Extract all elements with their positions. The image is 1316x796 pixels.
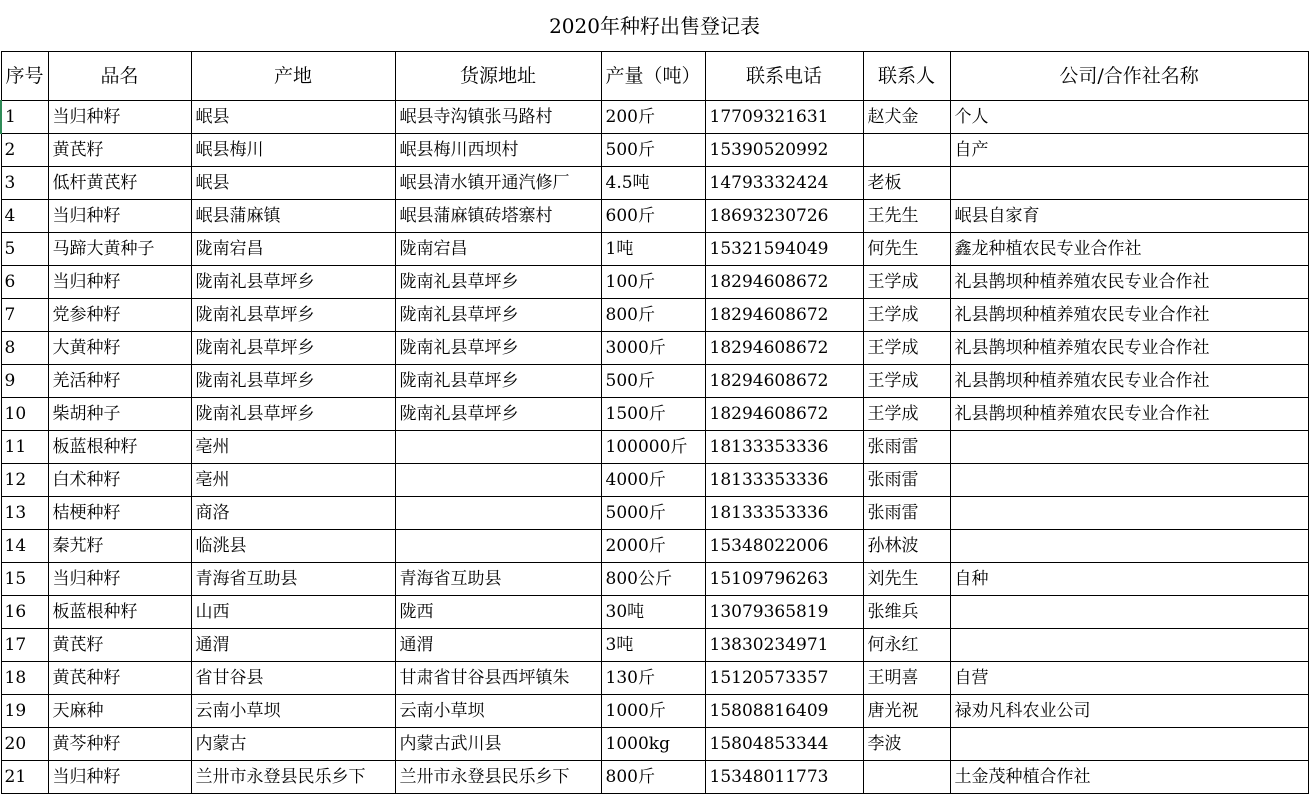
cell-origin[interactable]: 岷县 [191,167,395,200]
header-contact[interactable]: 联系人 [863,52,950,101]
cell-quantity[interactable]: 100斤 [601,266,705,299]
cell-source-address[interactable]: 岷县蒲麻镇砖塔寨村 [395,200,601,233]
cell-index[interactable]: 17 [1,629,48,662]
cell-source-address[interactable] [395,497,601,530]
cell-company[interactable]: 礼县鹊坝种植养殖农民专业合作社 [950,332,1308,365]
cell-quantity[interactable]: 1000斤 [601,695,705,728]
cell-origin[interactable]: 临洮县 [191,530,395,563]
header-phone[interactable]: 联系电话 [705,52,863,101]
cell-contact[interactable] [863,761,950,794]
cell-company[interactable]: 禄劝凡科农业公司 [950,695,1308,728]
header-index[interactable]: 序号 [1,52,48,101]
cell-origin[interactable]: 陇南礼县草坪乡 [191,299,395,332]
cell-company[interactable]: 个人 [950,101,1308,134]
table-row [1,464,1308,497]
cell-index[interactable]: 15 [1,563,48,596]
cell-index[interactable]: 20 [1,728,48,761]
cell-product[interactable]: 羌活种籽 [48,365,191,398]
cell-contact[interactable]: 何永红 [863,629,950,662]
table-row [1,497,1308,530]
cell-phone[interactable]: 15348011773 [705,761,863,794]
cell-phone[interactable]: 18133353336 [705,464,863,497]
cell-source-address[interactable]: 陇南礼县草坪乡 [395,266,601,299]
cell-quantity[interactable]: 130斤 [601,662,705,695]
cell-product[interactable]: 桔梗种籽 [48,497,191,530]
cell-phone[interactable]: 18693230726 [705,200,863,233]
table-row [1,365,1308,398]
cell-contact[interactable]: 张维兵 [863,596,950,629]
cell-source-address[interactable] [395,464,601,497]
cell-company[interactable]: 自种 [950,563,1308,596]
cell-source-address[interactable]: 甘肃省甘谷县西坪镇朱 [395,662,601,695]
cell-quantity[interactable]: 1000kg [601,728,705,761]
cell-quantity[interactable]: 1吨 [601,233,705,266]
cell-product[interactable]: 板蓝根种籽 [48,431,191,464]
cell-product[interactable]: 黄芩种籽 [48,728,191,761]
cell-source-address[interactable]: 陇南礼县草坪乡 [395,332,601,365]
cell-product[interactable]: 黄芪种籽 [48,662,191,695]
cell-phone[interactable]: 15390520992 [705,134,863,167]
cell-contact[interactable]: 孙林波 [863,530,950,563]
cell-origin[interactable]: 兰卅市永登县民乐乡下 [191,761,395,794]
cell-product[interactable]: 大黄种籽 [48,332,191,365]
cell-product[interactable]: 当归种籽 [48,101,191,134]
table-row [1,431,1308,464]
cell-contact[interactable]: 老板 [863,167,950,200]
cell-index[interactable]: 4 [1,200,48,233]
table-row [1,233,1308,266]
cell-contact[interactable]: 王学成 [863,266,950,299]
cell-product[interactable]: 当归种籽 [48,266,191,299]
cell-phone[interactable]: 15120573357 [705,662,863,695]
table-row [1,134,1308,167]
cell-source-address[interactable]: 陇南宕昌 [395,233,601,266]
cell-contact[interactable]: 王学成 [863,398,950,431]
cell-quantity[interactable]: 800公斤 [601,563,705,596]
header-product[interactable]: 品名 [48,52,191,101]
cell-index[interactable]: 19 [1,695,48,728]
cell-index[interactable]: 14 [1,530,48,563]
table-row [1,728,1308,761]
cell-quantity[interactable]: 800斤 [601,299,705,332]
cell-company[interactable] [950,497,1308,530]
cell-contact[interactable]: 王学成 [863,365,950,398]
cell-phone[interactable]: 17709321631 [705,101,863,134]
cell-company[interactable]: 岷县自家育 [950,200,1308,233]
cell-quantity[interactable]: 2000斤 [601,530,705,563]
cell-index[interactable]: 16 [1,596,48,629]
cell-contact[interactable]: 张雨雷 [863,497,950,530]
cell-origin[interactable]: 岷县梅川 [191,134,395,167]
table-row [1,101,1308,134]
cell-product[interactable]: 黄芪籽 [48,134,191,167]
table-row [1,695,1308,728]
table-row [1,662,1308,695]
cell-phone[interactable]: 14793332424 [705,167,863,200]
cell-quantity[interactable]: 1500斤 [601,398,705,431]
header-row [1,52,1308,101]
table-row [1,167,1308,200]
cell-contact[interactable]: 唐光祝 [863,695,950,728]
cell-product[interactable]: 当归种籽 [48,761,191,794]
cell-phone[interactable]: 13079365819 [705,596,863,629]
cell-source-address[interactable]: 青海省互助县 [395,563,601,596]
table-row [1,299,1308,332]
cell-origin[interactable]: 陇南礼县草坪乡 [191,398,395,431]
table-row [1,596,1308,629]
cell-index[interactable]: 13 [1,497,48,530]
table-row [1,530,1308,563]
cell-contact[interactable]: 王明喜 [863,662,950,695]
cell-index[interactable]: 12 [1,464,48,497]
cell-origin[interactable]: 岷县蒲麻镇 [191,200,395,233]
cell-company[interactable]: 鑫龙种植农民专业合作社 [950,233,1308,266]
cell-phone[interactable]: 15321594049 [705,233,863,266]
sheet-title[interactable]: 2020年种籽出售登记表 [1,1,1308,52]
cell-index[interactable]: 5 [1,233,48,266]
cell-contact[interactable]: 张雨雷 [863,464,950,497]
cell-index[interactable]: 8 [1,332,48,365]
cell-index[interactable]: 6 [1,266,48,299]
cell-phone[interactable]: 18133353336 [705,497,863,530]
title-row [1,1,1308,52]
cell-quantity[interactable]: 4.5吨 [601,167,705,200]
header-source-address[interactable]: 货源地址 [395,52,601,101]
table-row [1,332,1308,365]
cell-phone[interactable]: 15808816409 [705,695,863,728]
cell-quantity[interactable]: 30吨 [601,596,705,629]
cell-product[interactable]: 低杆黄芪籽 [48,167,191,200]
cell-origin[interactable]: 亳州 [191,431,395,464]
cell-source-address[interactable]: 陇南礼县草坪乡 [395,365,601,398]
cell-company[interactable] [950,728,1308,761]
cell-origin[interactable]: 通渭 [191,629,395,662]
cell-source-address[interactable]: 陇南礼县草坪乡 [395,299,601,332]
cell-phone[interactable]: 13830234971 [705,629,863,662]
cell-company[interactable]: 礼县鹊坝种植养殖农民专业合作社 [950,299,1308,332]
cell-quantity[interactable]: 500斤 [601,134,705,167]
cell-origin[interactable]: 省甘谷县 [191,662,395,695]
cell-product[interactable]: 秦艽籽 [48,530,191,563]
cell-product[interactable]: 马蹄大黄种子 [48,233,191,266]
cell-origin[interactable]: 陇南礼县草坪乡 [191,365,395,398]
cell-company[interactable]: 自营 [950,662,1308,695]
cell-contact[interactable]: 何先生 [863,233,950,266]
cell-product[interactable]: 天麻种 [48,695,191,728]
table-row [1,629,1308,662]
cell-product[interactable]: 黄芪籽 [48,629,191,662]
cell-phone[interactable]: 18294608672 [705,398,863,431]
cell-origin[interactable]: 陇南礼县草坪乡 [191,332,395,365]
cell-origin[interactable]: 山西 [191,596,395,629]
cell-product[interactable]: 当归种籽 [48,563,191,596]
cell-source-address[interactable]: 陇西 [395,596,601,629]
cell-company[interactable]: 礼县鹊坝种植养殖农民专业合作社 [950,266,1308,299]
cell-company[interactable] [950,629,1308,662]
cell-phone[interactable]: 18133353336 [705,431,863,464]
cell-index[interactable]: 2 [1,134,48,167]
cell-company[interactable] [950,530,1308,563]
cell-origin[interactable]: 商洛 [191,497,395,530]
cell-product[interactable]: 柴胡种子 [48,398,191,431]
cell-company[interactable]: 自产 [950,134,1308,167]
table-row [1,761,1308,794]
cell-index[interactable]: 21 [1,761,48,794]
cell-contact[interactable]: 王学成 [863,332,950,365]
cell-company[interactable] [950,431,1308,464]
cell-index[interactable]: 10 [1,398,48,431]
table-row [1,266,1308,299]
cell-origin[interactable]: 青海省互助县 [191,563,395,596]
cell-company[interactable]: 礼县鹊坝种植养殖农民专业合作社 [950,398,1308,431]
cell-quantity[interactable]: 600斤 [601,200,705,233]
cell-company[interactable]: 礼县鹊坝种植养殖农民专业合作社 [950,365,1308,398]
cell-origin[interactable]: 内蒙古 [191,728,395,761]
cell-contact[interactable]: 赵犬金 [863,101,950,134]
cell-company[interactable] [950,596,1308,629]
cell-quantity[interactable]: 800斤 [601,761,705,794]
cell-origin[interactable]: 陇南礼县草坪乡 [191,266,395,299]
header-company[interactable]: 公司/合作社名称 [950,52,1308,101]
cell-phone[interactable]: 18294608672 [705,332,863,365]
cell-product[interactable]: 党参种籽 [48,299,191,332]
cell-source-address[interactable]: 岷县寺沟镇张马路村 [395,101,601,134]
cell-contact[interactable]: 王学成 [863,299,950,332]
cell-quantity[interactable]: 5000斤 [601,497,705,530]
cell-quantity[interactable]: 4000斤 [601,464,705,497]
cell-quantity[interactable]: 3吨 [601,629,705,662]
cell-index[interactable]: 18 [1,662,48,695]
cell-company[interactable] [950,167,1308,200]
cell-phone[interactable]: 15348022006 [705,530,863,563]
cell-phone[interactable]: 18294608672 [705,266,863,299]
cell-origin[interactable]: 陇南宕昌 [191,233,395,266]
cell-source-address[interactable]: 陇南礼县草坪乡 [395,398,601,431]
table-row [1,200,1308,233]
cell-contact[interactable]: 李波 [863,728,950,761]
cell-index[interactable]: 7 [1,299,48,332]
cell-origin[interactable]: 岷县 [191,101,395,134]
cell-phone[interactable]: 18294608672 [705,365,863,398]
cell-contact[interactable]: 张雨雷 [863,431,950,464]
cell-source-address[interactable] [395,530,601,563]
cell-origin[interactable]: 亳州 [191,464,395,497]
cell-product[interactable]: 板蓝根种籽 [48,596,191,629]
table-row [1,563,1308,596]
cell-source-address[interactable]: 通渭 [395,629,601,662]
cell-company[interactable]: 土金茂种植合作社 [950,761,1308,794]
cell-index[interactable]: 3 [1,167,48,200]
cell-product[interactable]: 当归种籽 [48,200,191,233]
cell-index[interactable]: 1 [1,101,48,134]
cell-contact[interactable]: 刘先生 [863,563,950,596]
cell-quantity[interactable]: 100000斤 [601,431,705,464]
cell-phone[interactable]: 15804853344 [705,728,863,761]
cell-index[interactable]: 11 [1,431,48,464]
cell-source-address[interactable]: 岷县梅川西坝村 [395,134,601,167]
cell-contact[interactable] [863,134,950,167]
cell-source-address[interactable]: 岷县清水镇开通汽修厂 [395,167,601,200]
cell-index[interactable]: 9 [1,365,48,398]
header-quantity[interactable]: 产量（吨） [601,52,705,101]
cell-product[interactable]: 白术种籽 [48,464,191,497]
cell-quantity[interactable]: 500斤 [601,365,705,398]
cell-quantity[interactable]: 200斤 [601,101,705,134]
cell-source-address[interactable]: 云南小草坝 [395,695,601,728]
cell-quantity[interactable]: 3000斤 [601,332,705,365]
cell-contact[interactable]: 王先生 [863,200,950,233]
cell-origin[interactable]: 云南小草坝 [191,695,395,728]
cell-source-address[interactable]: 兰卅市永登县民乐乡下 [395,761,601,794]
table-row [1,398,1308,431]
cell-source-address[interactable]: 内蒙古武川县 [395,728,601,761]
cell-source-address[interactable] [395,431,601,464]
cell-phone[interactable]: 18294608672 [705,299,863,332]
cell-company[interactable] [950,464,1308,497]
cell-phone[interactable]: 15109796263 [705,563,863,596]
header-origin[interactable]: 产地 [191,52,395,101]
